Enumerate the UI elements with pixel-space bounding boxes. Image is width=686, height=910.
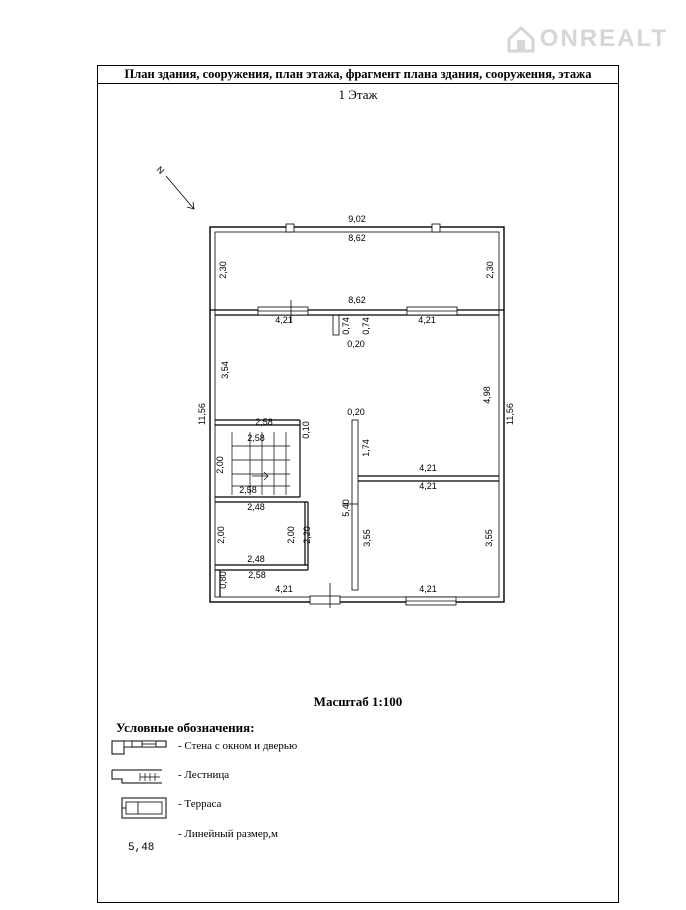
dim-small-room-w-b: 2,48 <box>247 554 265 564</box>
dim-right-bot-h-l: 3,55 <box>362 529 372 547</box>
legend-title: Условные обозначения: <box>116 720 255 735</box>
drawing-title: План здания, сооружения, план этажа, фрагмент плана здания, сооружения, этажа <box>97 65 619 84</box>
dim-stair-h: 2,00 <box>215 456 225 474</box>
dim-stair-bottom: 2,58 <box>239 485 257 495</box>
dim-corridor-220: 2,20 <box>302 526 312 544</box>
dim-bottom-right-w: 4,21 <box>419 584 437 594</box>
dim-bottom-left-w: 4,21 <box>275 584 293 594</box>
legend-label: - Терраса <box>178 798 222 810</box>
dim-corridor-174: 1,74 <box>361 439 371 457</box>
dim-total-h-left: 11,56 <box>197 403 207 425</box>
dim-020-a: 0,20 <box>347 339 365 349</box>
dimension-sample: 5,48 <box>128 842 155 854</box>
stairs-symbol-icon <box>110 767 170 785</box>
dim-terrace-right: 2,30 <box>485 261 495 279</box>
dim-left-room-h: 3,54 <box>220 361 230 379</box>
scale-label: Масштаб 1:100 <box>313 694 403 709</box>
north-arrow-icon <box>155 164 194 209</box>
legend-label: - Линейный размер,м <box>178 828 278 840</box>
dim-right-room-w: 4,21 <box>418 315 436 325</box>
dim-top-inner: 8,62 <box>348 233 366 243</box>
dim-right-bot-w: 4,21 <box>419 481 437 491</box>
dim-right-mid-w: 4,21 <box>419 463 437 473</box>
dim-bottom-258: 2,58 <box>248 570 266 580</box>
partition-wall <box>352 420 358 590</box>
terrace-symbol-icon <box>110 796 170 820</box>
dim-stair-010: 0,10 <box>301 421 311 439</box>
dim-small-room-h-r: 2,00 <box>286 526 296 544</box>
dim-bottom-080: 0,80 <box>218 571 228 589</box>
dim-corridor-540: 5,40 <box>341 499 351 517</box>
dim-mid-width: 8,62 <box>348 295 366 305</box>
dim-small-room-w: 2,48 <box>247 502 265 512</box>
dim-stair-inner: 2,58 <box>247 433 265 443</box>
dim-total-h-right: 11,56 <box>505 403 515 425</box>
floor-label: 1 Этаж <box>338 87 378 102</box>
watermark-text: ONREALT <box>539 25 668 52</box>
dim-terrace-left: 2,30 <box>218 261 228 279</box>
dim-020-b: 0,20 <box>347 407 365 417</box>
legend-label: - Стена с окном и дверью <box>178 740 298 752</box>
legend-label: - Лестница <box>178 769 230 781</box>
svg-text:N: N <box>154 164 167 177</box>
dim-stair-top: 2,58 <box>255 417 273 427</box>
dim-small-room-h-l: 2,00 <box>216 526 226 544</box>
wall-window-door-icon <box>110 738 170 756</box>
dim-right-room-h: 4,98 <box>482 386 492 404</box>
dim-left-room-w: 4,21 <box>275 315 293 325</box>
dim-074-a: 0,74 <box>341 317 351 335</box>
dim-top-outer: 9,02 <box>348 214 366 224</box>
dim-074-b: 0,74 <box>361 317 371 335</box>
partition-wall <box>333 315 339 335</box>
dim-right-bot-h-r: 3,55 <box>484 529 494 547</box>
